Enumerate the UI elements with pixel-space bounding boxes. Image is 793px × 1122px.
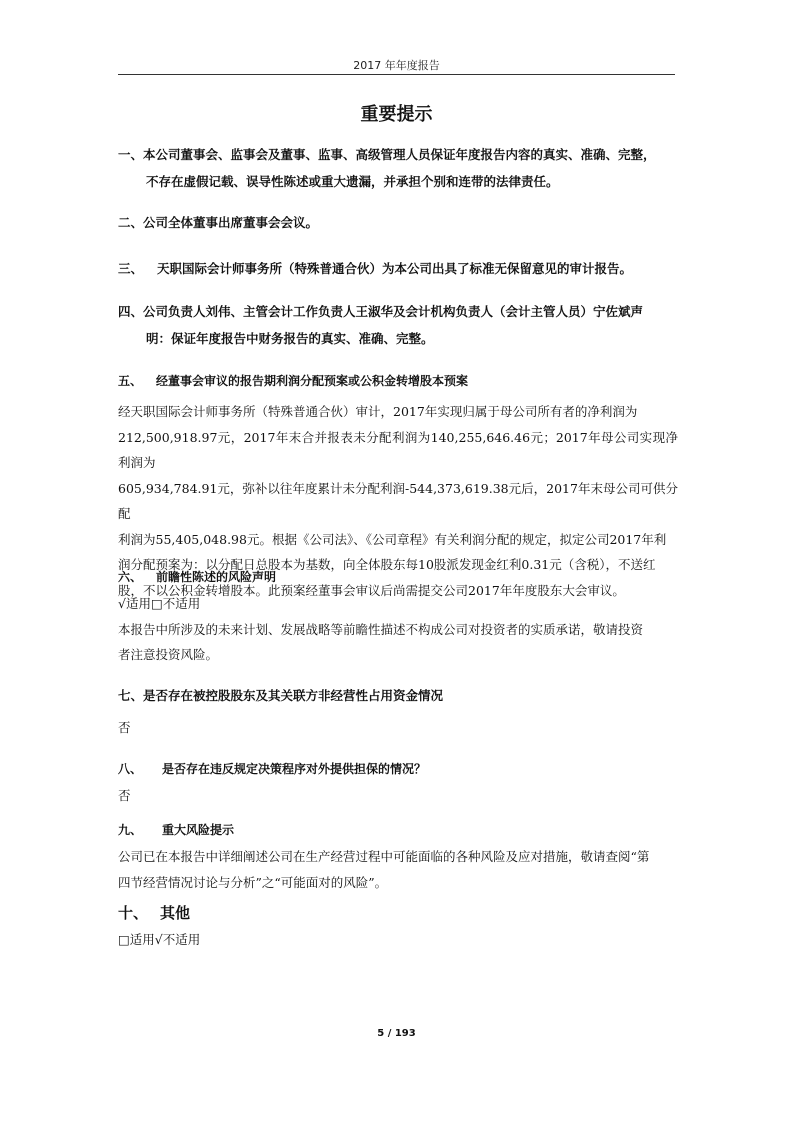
- section-5-line: 股，不以公积金转增股本。此预案经董事会审议后尚需提交公司2017年年度股东大会审议。: [118, 582, 625, 598]
- section-2: [118, 209, 678, 236]
- section-10-heading: [118, 900, 678, 927]
- section-4-number: 四、: [118, 304, 144, 319]
- section-6-line: 本报告中所涉及的未来计划、发展战略等前瞻性描述不构成公司对投资者的实质承诺，敬请投资: [118, 621, 644, 637]
- section-4: [118, 298, 678, 352]
- section-1-line-1: [118, 141, 678, 168]
- section-3: [118, 255, 678, 282]
- section-1-continuation: 不存在虚假记载、误导性陈述或重大遗漏，并承担个别和连带的法律责任。: [146, 174, 559, 189]
- section-7: [118, 682, 678, 741]
- section-3-number: 三、: [118, 261, 144, 276]
- section-8: [118, 756, 678, 809]
- section-9-title: 重大风险提示: [162, 823, 235, 837]
- section-4-continuation: 明：保证年度报告中财务报告的真实、准确、完整。: [146, 331, 434, 346]
- section-2-number: 二、: [118, 215, 144, 230]
- page-number: 5 / 193: [377, 1028, 416, 1039]
- section-5-heading: [118, 368, 678, 395]
- section-5-number: 五、: [118, 374, 143, 388]
- section-10: [118, 900, 678, 953]
- section-5-title: 经董事会审议的报告期利润分配预案或公积金转增股本预案: [156, 374, 469, 388]
- section-1-number: 一、: [118, 147, 144, 162]
- section-4-line-2: [118, 325, 678, 352]
- section-7-answer: 否: [118, 720, 131, 735]
- section-9-line: 四节经营情况讨论与分析”之“可能面对的风险”。: [118, 874, 388, 890]
- section-2-heading: [118, 209, 678, 236]
- section-10-title: 其他: [160, 904, 191, 922]
- section-9-heading: [118, 817, 678, 844]
- section-6-applicability: √适用□不适用: [118, 596, 201, 611]
- section-1-line-2: [118, 168, 678, 195]
- section-8-answer: 否: [118, 788, 131, 803]
- section-2-text: 公司全体董事出席董事会会议。: [143, 215, 319, 230]
- section-1: [118, 141, 678, 195]
- section-6: [118, 564, 678, 668]
- section-8-title: 是否存在违反规定决策程序对外提供担保的情况？: [162, 762, 427, 776]
- section-10-number: 十、: [118, 904, 149, 922]
- header-rule: [118, 74, 675, 75]
- section-10-applicability: □适用√不适用: [118, 932, 201, 947]
- section-8-heading: [118, 756, 678, 783]
- section-5-line: 经天职国际会计师事务所（特殊普通合伙）审计，2017年实现归属于母公司所有者的净利润为: [118, 404, 638, 419]
- section-4-line-1: [118, 298, 678, 325]
- section-9-line: 公司已在本报告中详细阐述公司在生产经营过程中可能面临的各种风险及应对措施，敬请查阅“第: [118, 849, 650, 864]
- section-5-line: 605,934,784.91元，弥补以往年度累计未分配利润-544,373,619.38元后，2017年末母公司可供分配: [118, 480, 678, 521]
- section-7-number: 七、: [118, 688, 144, 703]
- section-7-title: 是否存在被控股股东及其关联方非经营性占用资金情况: [143, 688, 444, 703]
- section-9-number: 九、: [118, 823, 143, 837]
- section-5-line: 利润为55,405,048.98元。根据《公司法》、《公司章程》有关利润分配的规定，拟定公司2017年利: [118, 531, 667, 547]
- section-7-heading: [118, 682, 678, 709]
- section-1-text: 本公司董事会、监事会及董事、监事、高级管理人员保证年度报告内容的真实、准确、完整，: [143, 147, 656, 162]
- section-3-text: 天职国际会计师事务所（特殊普通合伙）为本公司出具了标准无保留意见的审计报告。: [157, 261, 633, 276]
- section-6-heading: [118, 564, 678, 591]
- section-6-number: 六、: [118, 570, 143, 584]
- section-3-heading: [118, 255, 678, 282]
- section-8-number: 八、: [118, 762, 143, 776]
- section-6-line: 者注意投资风险。: [118, 647, 219, 662]
- running-header: 2017 年年度报告: [353, 59, 440, 72]
- section-4-text: 公司负责人刘伟、主管会计工作负责人王淑华及会计机构负责人（会计主管人员）宁佐斌声: [143, 304, 644, 319]
- section-5-line: 212,500,918.97元，2017年末合并报表未分配利润为140,255,646.46元；2017年母公司实现净利润为: [118, 429, 678, 470]
- section-5-line: 润分配预案为：以分配日总股本为基数，向全体股东每10股派发现金红利0.31元（含税），不送红: [118, 557, 656, 572]
- section-9: [118, 817, 678, 895]
- section-6-title: 前瞻性陈述的风险声明: [156, 570, 277, 584]
- page-title: 重要提示: [360, 104, 433, 125]
